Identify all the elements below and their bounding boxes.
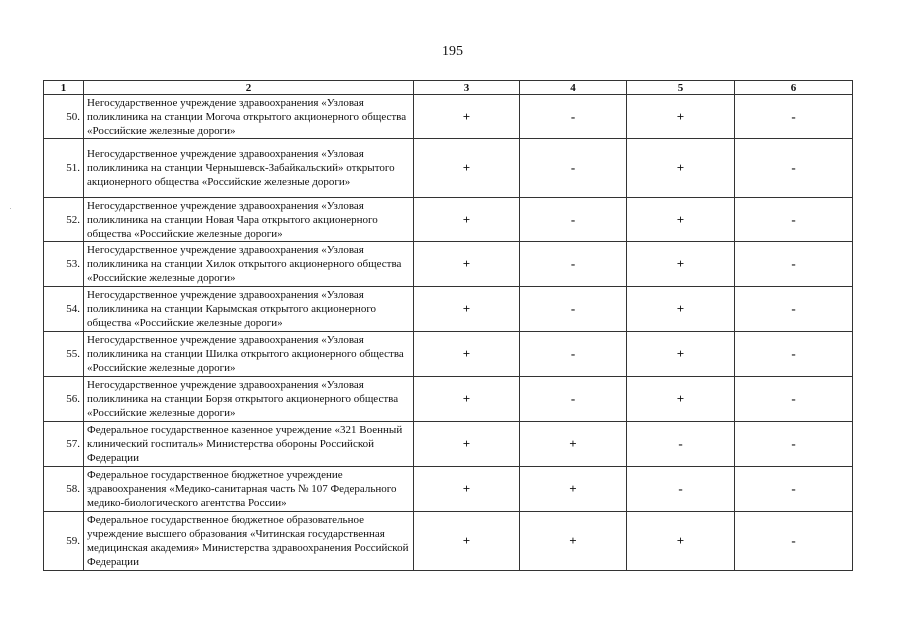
column-4-mark: - [520,287,627,332]
row-number: 50. [44,95,84,139]
column-4-mark: - [520,377,627,422]
column-5-mark: + [627,139,735,198]
column-5-mark: + [627,512,735,571]
row-number: 51. [44,139,84,198]
column-3-mark: + [414,95,520,139]
column-5-mark: + [627,377,735,422]
column-4-mark: + [520,467,627,512]
row-number: 54. [44,287,84,332]
column-4-mark: - [520,95,627,139]
table-row [44,422,853,467]
medical-institutions-table [43,80,853,571]
column-4-mark: - [520,198,627,242]
row-number: 57. [44,422,84,467]
column-5-mark: + [627,95,735,139]
column-3-mark: + [414,512,520,571]
row-number: 55. [44,332,84,377]
row-number: 59. [44,512,84,571]
institution-name: Федеральное государственное бюджетное образовательное учреждение высшего образования «Читинская государственная медицинская академия» Министерства здравоохранения Российской Федерации [84,512,414,571]
institution-name: Федеральное государственное бюджетное учреждение здравоохранения «Медико-санитарная часть № 107 Федерального медико-биологического агентства России» [84,467,414,512]
institution-name: Негосударственное учреждение здравоохранения «Узловая поликлиника на станции Шилка открытого акционерного общества «Российские железные дороги» [84,332,414,377]
table-row [44,467,853,512]
table-header-row [44,81,853,95]
margin-mark [10,208,11,209]
column-6-mark: - [735,242,853,287]
column-6-mark: - [735,332,853,377]
institution-name: Негосударственное учреждение здравоохранения «Узловая поликлиника на станции Хилок открытого акционерного общества «Российские железные дороги» [84,242,414,287]
column-5-mark: - [627,422,735,467]
column-6-mark: - [735,198,853,242]
column-3-mark: + [414,287,520,332]
table-row [44,198,853,242]
column-4-mark: - [520,139,627,198]
table-row [44,139,853,198]
column-6-mark: - [735,512,853,571]
row-number: 52. [44,198,84,242]
column-3-mark: + [414,377,520,422]
institution-name: Федеральное государственное казенное учреждение «321 Военный клинический госпиталь» Министерства обороны Российской Федерации [84,422,414,467]
table-row [44,242,853,287]
column-header-6: 6 [735,81,853,95]
table-row [44,377,853,422]
column-header-4: 4 [520,81,627,95]
column-3-mark: + [414,139,520,198]
column-3-mark: + [414,242,520,287]
column-4-mark: + [520,512,627,571]
table-row [44,287,853,332]
institution-name: Негосударственное учреждение здравоохранения «Узловая поликлиника на станции Карымская открытого акционерного общества «Российские железные дороги» [84,287,414,332]
institution-name: Негосударственное учреждение здравоохранения «Узловая поликлиника на станции Борзя открытого акционерного общества «Российские железные дороги» [84,377,414,422]
institution-name: Негосударственное учреждение здравоохранения «Узловая поликлиника на станции Новая Чара открытого акционерного общества «Российские железные дороги» [84,198,414,242]
column-6-mark: - [735,467,853,512]
column-3-mark: + [414,332,520,377]
column-4-mark: - [520,242,627,287]
column-6-mark: - [735,377,853,422]
column-4-mark: + [520,422,627,467]
column-6-mark: - [735,139,853,198]
column-6-mark: - [735,287,853,332]
column-3-mark: + [414,198,520,242]
page-number: 195 [442,44,463,59]
column-header-5: 5 [627,81,735,95]
column-6-mark: - [735,422,853,467]
table-row [44,332,853,377]
column-5-mark: + [627,332,735,377]
column-3-mark: + [414,422,520,467]
column-5-mark: + [627,198,735,242]
row-number: 53. [44,242,84,287]
table-row [44,95,853,139]
column-5-mark: + [627,287,735,332]
row-number: 56. [44,377,84,422]
column-6-mark: - [735,95,853,139]
column-header-1: 1 [44,81,84,95]
column-header-2: 2 [84,81,414,95]
column-3-mark: + [414,467,520,512]
row-number: 58. [44,467,84,512]
column-5-mark: + [627,242,735,287]
institution-name: Негосударственное учреждение здравоохранения «Узловая поликлиника на станции Чернышевск-Забайкальский» открытого акционерного общества «Российские железные дороги» [84,139,414,198]
column-5-mark: - [627,467,735,512]
column-4-mark: - [520,332,627,377]
table-row [44,512,853,571]
institution-name: Негосударственное учреждение здравоохранения «Узловая поликлиника на станции Могоча открытого акционерного общества «Российские железные дороги» [84,95,414,139]
column-header-3: 3 [414,81,520,95]
